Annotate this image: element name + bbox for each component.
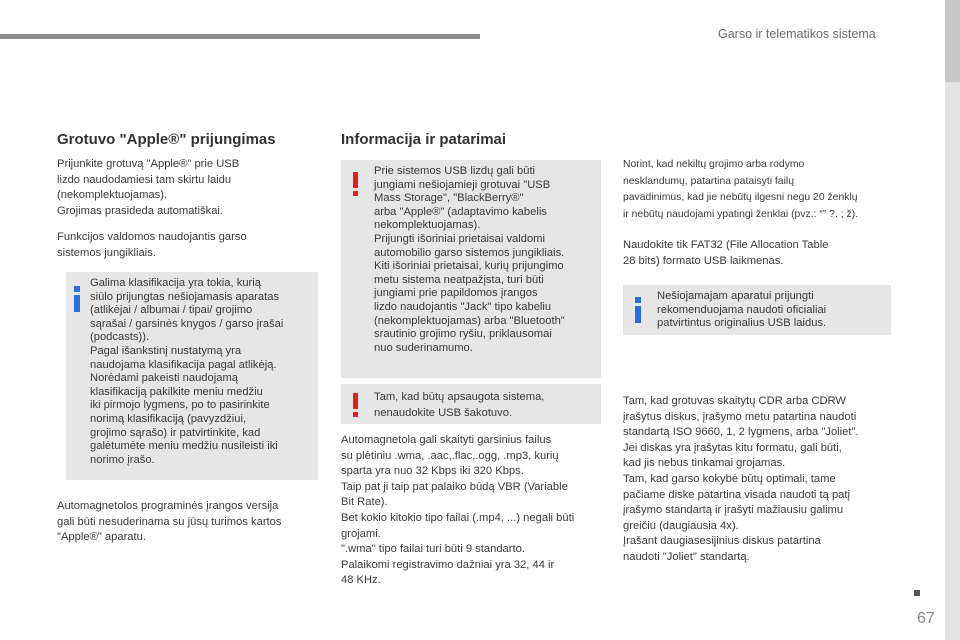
- paragraph-cd-burning: Tam, kad grotuvas skaitytų CDR arba CDRW įrašytus diskus, įrašymo metu patartina naudoti standartą ISO 9660, 1, 2 lygmens, arba "Joliet". Jei diskas yra įrašytas kitu formatu, gali būti, kad jis nebus tinkamai grojamas. Tam, kad garso kokybė būtų optimali, tame pačiame diske patartina visada naudoti tą patį įrašymo standartą ir įrašyti mažiausiu galimu greičiu (daugiausia 4x). Įrašant daugiasesijinius diskus patartina naudoti "Joliet" standartą.: [623, 395, 859, 563]
- warning-box-usb-devices: [341, 160, 601, 378]
- paragraph-apple-connect: Prijunkite grotuvą "Apple®" prie USB lizdo naudodamiesi tam skirtu laidu (nekomplektuojamas). Grojimas prasideda automatiškai.: [57, 158, 240, 217]
- warning-box-text: Tam, kad būtų apsaugota sistema, nenaudokite USB šakotuvo.: [374, 391, 545, 419]
- info-box-text: Nešiojamajam aparatui prijungti rekomenduojama naudoti oficialiai patvirtintus originalius USB laidus.: [657, 290, 827, 330]
- heading-info-tips: Informacija ir patarimai: [341, 131, 507, 148]
- warning-box-usb-hub: [341, 384, 601, 424]
- warning-box-text: Prie sistemos USB lizdų gali būti jungiami nešiojamieji grotuvai "USB Mass Storage", "BlackBerry®" arba "Apple®" (adaptavimo kabelis nekomplektuojamas). Prijungti išoriniai prietaisai valdomi automobilio garso sistemos jungikliais. Kiti išoriniai prietaisai, kurių prijungimo metu sistema neatpažįsta, turi būti jungiami prie papildomos įrangos lizdo naudojantis "Jack" tipo kabeliu (nekomplektuojamas) arba "Bluetooth" srautinio grojimo ryšiu, priklausomai nuo suderinamumo.: [374, 165, 565, 354]
- paragraph-controls: Funkcijos valdomos naudojantis garso sistemos jungikliais.: [57, 231, 247, 259]
- heading-apple-connection: Grotuvo "Apple®" prijungimas: [57, 131, 276, 148]
- page-number: 67: [917, 610, 935, 627]
- page-edge-tab: [945, 0, 960, 640]
- page-end-marker: [914, 590, 920, 596]
- info-box-classification: [66, 272, 318, 480]
- info-box-text: Galima klasifikacija yra tokia, kurią siūlo prijungtas nešiojamasis aparatas (atlikėjai / albumai / tipai/ grojimo sąrašai / garsinės knygos / garso įrašai (podcasts)). Pagal išankstinį nustatymą yra naudojama klasifikacija pagal atlikėją. Norėdami pakeisti naudojamą klasifikaciją pakilkite meniu medžiu iki pirmojo lygmens, po to pasirinkite norimą klasifikaciją (pavyzdžiui, grojimo sąrašo) ir patvirtinkite, kad galėtumėte meniu medžiu nusileisti iki norimo įrašo.: [90, 277, 284, 466]
- paragraph-file-formats: Automagnetola gali skaityti garsinius failus su plėtiniu .wma, .aac,.flac,.ogg, .mp3, kurių sparta yra nuo 32 Kbps iki 320 Kbps. Taip pat ji taip pat palaiko būdą VBR (Variable Bit Rate). Bet kokio kitokio tipo failai (.mp4, ...) negali būti grojami. ".wma" tipo failai turi būti 9 standarto. Palaikomi registravimo dažniai yra 32, 44 ir 48 KHz.: [341, 434, 575, 587]
- paragraph-software-version: Automagnetolos programinės įrangos versija gali būti nesuderinama su jūsų turimos kartos "Apple®" aparatu.: [57, 500, 282, 544]
- info-box-usb-cables: [623, 285, 891, 335]
- paragraph-file-names: Norint, kad nekiltų grojimo arba rodymo nesklandumų, patartina pataisyti failų pavadinimus, kad jie nebūtų ilgesni negu 20 ženklų ir nebūtų naudojami ypatingi ženklai (pvz.: “” ?. ; ž).: [623, 159, 859, 220]
- header-rule: [0, 34, 480, 39]
- section-title: Garso ir telematikos sistema: [718, 27, 876, 41]
- page-edge-tab-dark: [945, 0, 960, 82]
- paragraph-fat32: Naudokite tik FAT32 (File Allocation Table 28 bits) formato USB laikmenas.: [623, 239, 829, 267]
